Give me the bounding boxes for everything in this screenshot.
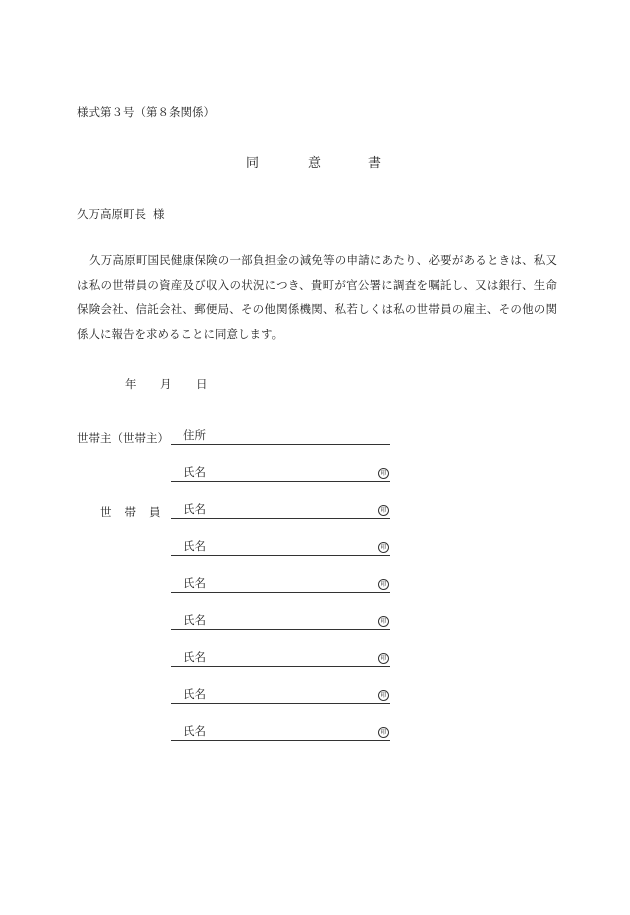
household-head-label: 世帯主（世帯主）	[77, 431, 169, 445]
seal-icon: 印	[378, 542, 389, 553]
name-field-label: 氏名	[183, 576, 206, 590]
document-title-char-2: 意	[308, 156, 322, 171]
member-name-line[interactable]	[171, 502, 390, 519]
head-name-line[interactable]	[171, 465, 390, 482]
seal-icon: 印	[378, 579, 389, 590]
name-field-label: 氏名	[183, 687, 206, 701]
consent-body-text: 久万高原町国民健康保険の一部負担金の減免等の申請にあたり、必要があるときは、私又は私の世帯員の資産及び収入の状況につき、貴町が官公署に調査を嘱託し、又は銀行、生命保険会社、信託会社、郵便局、その他関係機関、私若しくは私の世帯員の雇主、その他の関係人に報告を求めることに同意します。	[77, 253, 557, 341]
member-name-line[interactable]	[171, 724, 390, 741]
addressee-name: 久万高原町長	[77, 207, 146, 221]
address-field-label: 住所	[183, 428, 206, 442]
name-field-label: 氏名	[183, 502, 206, 516]
household-member-label: 世帯員	[100, 505, 174, 519]
seal-icon: 印	[378, 616, 389, 627]
addressee-honorific: 様	[153, 207, 165, 221]
seal-icon: 印	[378, 690, 389, 701]
member-name-line[interactable]	[171, 687, 390, 704]
document-title-char-1: 同	[246, 156, 260, 171]
date-month-label: 月	[160, 377, 172, 391]
date-day-label: 日	[196, 377, 208, 391]
name-field-label: 氏名	[183, 613, 206, 627]
member-name-line[interactable]	[171, 613, 390, 630]
name-field-label: 氏名	[183, 465, 206, 479]
seal-icon: 印	[378, 727, 389, 738]
name-field-label: 氏名	[183, 650, 206, 664]
date-year-label: 年	[125, 377, 137, 391]
seal-icon: 印	[378, 653, 389, 664]
seal-icon: 印	[378, 468, 389, 479]
document-title-char-3: 書	[368, 156, 382, 171]
name-field-label: 氏名	[183, 724, 206, 738]
member-name-line[interactable]	[171, 650, 390, 667]
name-field-label: 氏名	[183, 539, 206, 553]
seal-icon: 印	[378, 505, 389, 516]
form-number: 様式第３号（第８条関係）	[77, 105, 215, 119]
member-name-line[interactable]	[171, 539, 390, 556]
head-address-line[interactable]	[171, 428, 390, 445]
member-name-line[interactable]	[171, 576, 390, 593]
